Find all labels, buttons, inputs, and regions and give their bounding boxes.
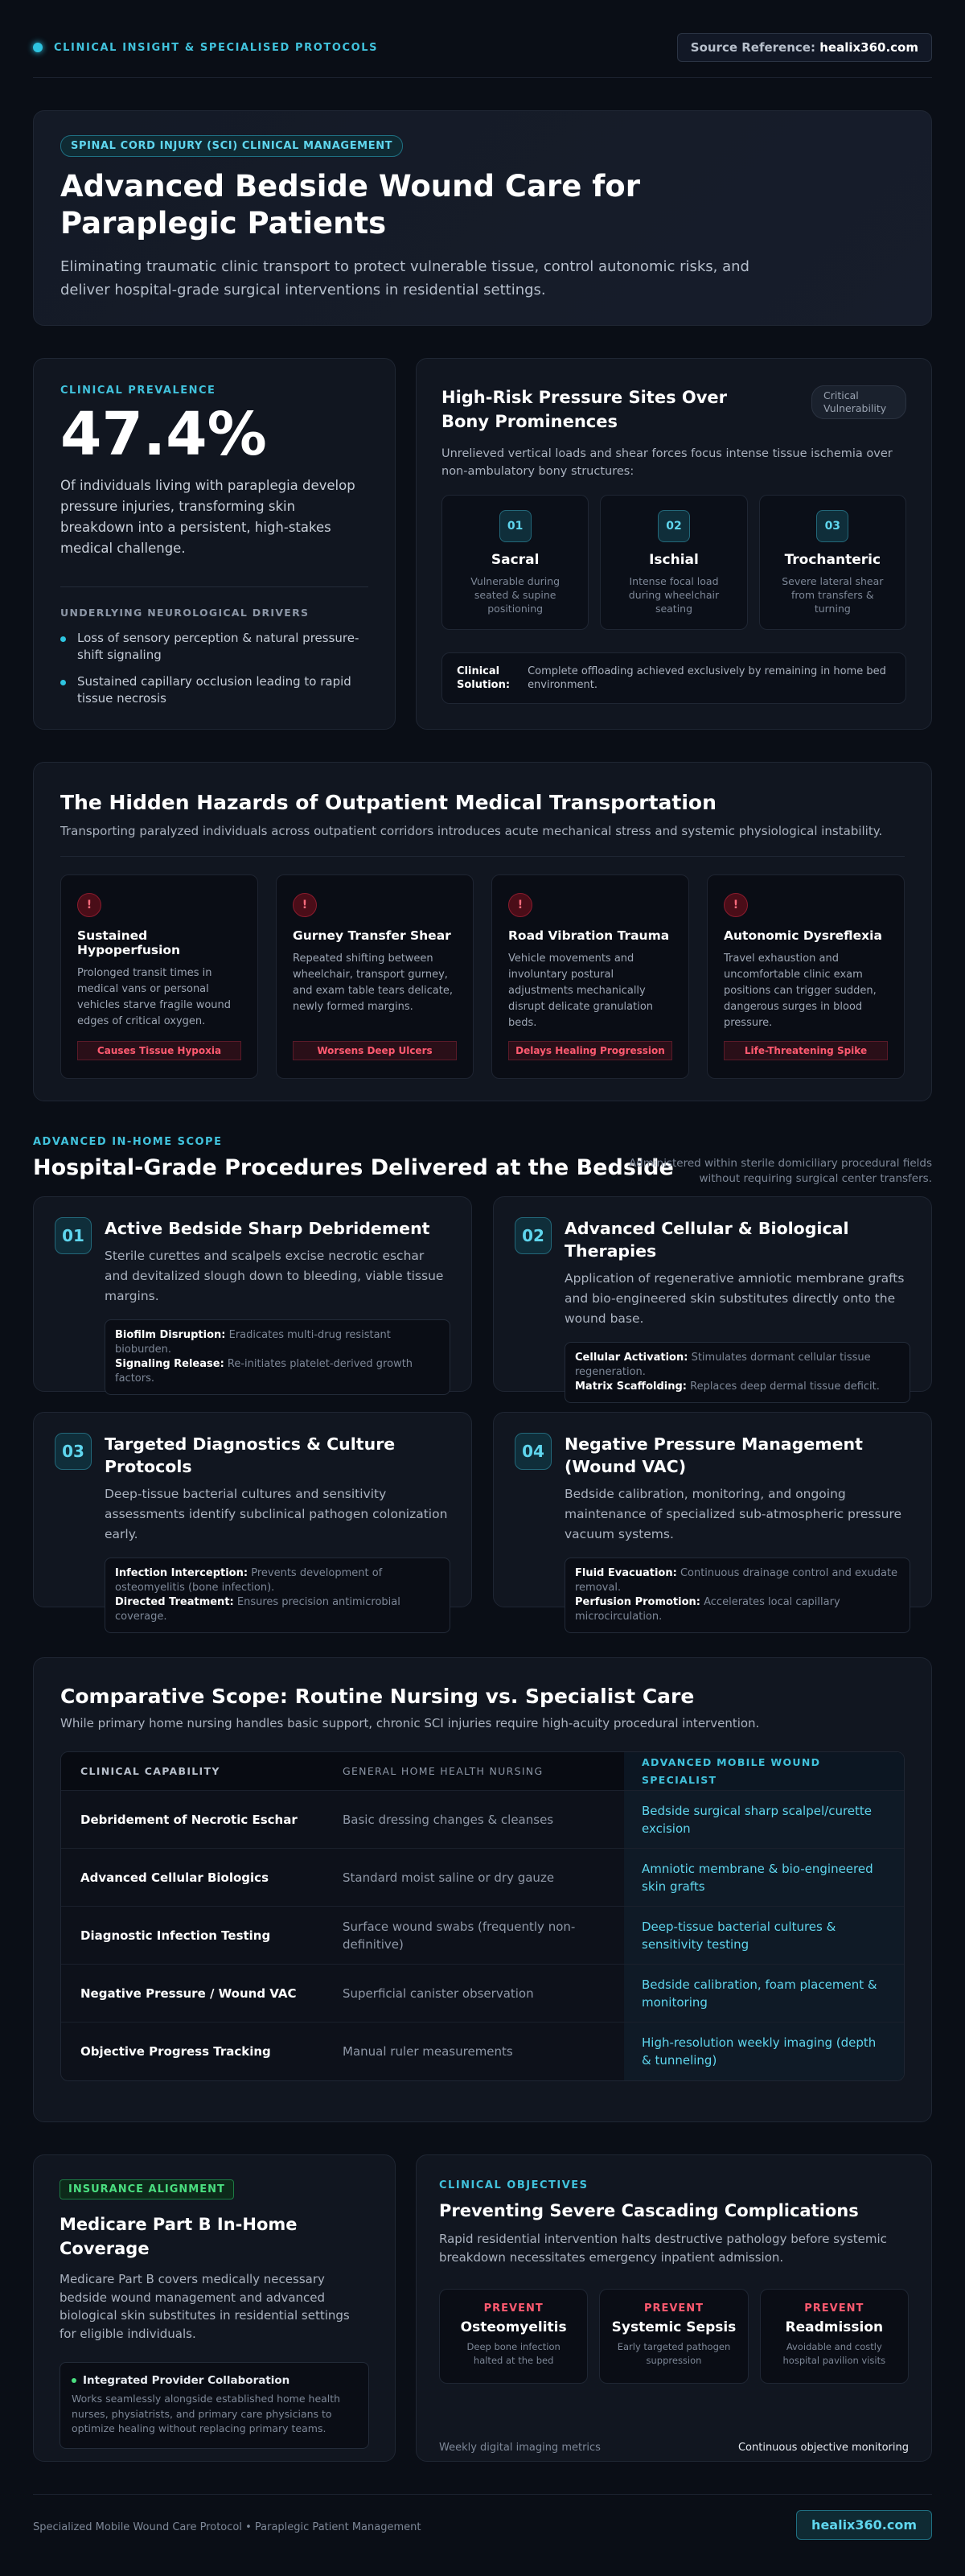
detail-text: Replaces deep dermal tissue deficit. bbox=[690, 1381, 880, 1393]
sites-title: High-Risk Pressure Sites Over Bony Prominences bbox=[441, 388, 728, 431]
warning-icon: ! bbox=[724, 893, 748, 917]
hazard-tag: Causes Tissue Hypoxia bbox=[77, 1041, 241, 1060]
objective-desc: Avoidable and costly hospital pavilion visits bbox=[782, 2341, 886, 2366]
table-cell: Diagnostic Infection Testing bbox=[80, 1928, 271, 1943]
bullet-icon bbox=[60, 636, 66, 642]
detail-text: Continuous drainage control and exudate removal. bbox=[575, 1567, 898, 1594]
hazard-item bbox=[491, 874, 689, 1079]
insurance-text: Medicare Part B covers medically necessary bedside wound management and advanced biological skin substitutes in residential settings for eligible individuals. bbox=[60, 2272, 350, 2341]
comparison-table bbox=[60, 1751, 905, 2081]
detail-text: Stimulates dormant cellular tissue regeneration. bbox=[575, 1352, 871, 1378]
hazards-title: The Hidden Hazards of Outpatient Medical Transportation bbox=[60, 791, 717, 814]
procedure-text: Application of regenerative amniotic membrane grafts and bio-engineered skin substitutes directly onto the wound base. bbox=[565, 1271, 905, 1326]
objectives-foot-left: Weekly digital imaging metrics bbox=[439, 2442, 601, 2454]
hazard-title: Sustained Hypoperfusion bbox=[77, 928, 181, 957]
table-cell: Objective Progress Tracking bbox=[80, 2044, 271, 2059]
hazards-desc: Transporting paralyzed individuals across outpatient corridors introduces acute mechanical stress and systemic physiological instability. bbox=[60, 824, 883, 838]
objectives-foot-right: Continuous objective monitoring bbox=[737, 2442, 909, 2454]
table-cell: Amniotic membrane & bio-engineered skin grafts bbox=[624, 1849, 904, 1906]
objective-desc: Early targeted pathogen suppression bbox=[617, 2341, 731, 2366]
hero-tag: SPINAL CORD INJURY (SCI) CLINICAL MANAGEMENT bbox=[60, 135, 403, 157]
header-divider bbox=[33, 77, 932, 78]
footer-link-button[interactable]: healix360.com bbox=[796, 2510, 932, 2540]
detail-label: Cellular Activation: bbox=[575, 1352, 688, 1364]
prevalence-value: 47.4% bbox=[60, 400, 267, 469]
table-row bbox=[61, 1849, 904, 1907]
prevent-label: PREVENT bbox=[483, 2302, 544, 2315]
objectives-card bbox=[416, 2154, 932, 2462]
table-cell: Bedside calibration, foam placement & monitoring bbox=[624, 1965, 904, 2022]
hazard-title: Road Vibration Trauma bbox=[508, 928, 670, 943]
site-desc: Vulnerable during seated & supine positioning bbox=[470, 575, 561, 615]
hero-subtitle: Eliminating traumatic clinic transport to protect vulnerable tissue, control autonomic risks, and deliver hospital-grade surgical interventions in residential settings. bbox=[60, 258, 749, 298]
site-number: 01 bbox=[499, 510, 532, 542]
procedure-text: Deep-tissue bacterial cultures and sensitivity assessments identify subclinical pathogen colonization early. bbox=[105, 1487, 448, 1541]
clinical-solution bbox=[441, 652, 906, 704]
prevent-label: PREVENT bbox=[643, 2302, 704, 2315]
prevalence-label: CLINICAL PREVALENCE bbox=[60, 385, 216, 397]
driver-text: Loss of sensory perception & natural pressure-shift signaling bbox=[77, 631, 359, 662]
objectives-label: CLINICAL OBJECTIVES bbox=[439, 2179, 589, 2191]
source-reference[interactable] bbox=[677, 33, 932, 62]
procedure-title: Active Bedside Sharp Debridement bbox=[105, 1219, 430, 1238]
comparison-card bbox=[33, 1657, 932, 2122]
detail-label: Fluid Evacuation: bbox=[575, 1567, 677, 1579]
table-row bbox=[61, 2023, 904, 2080]
solution-label: Clinical Solution: bbox=[457, 665, 511, 691]
detail-label: Perfusion Promotion: bbox=[575, 1596, 700, 1608]
warning-icon: ! bbox=[508, 893, 532, 917]
brand bbox=[33, 42, 378, 54]
site-number: 03 bbox=[816, 510, 848, 542]
detail-text: Ensures precision antimicrobial coverage. bbox=[115, 1596, 400, 1623]
collab-text: Works seamlessly alongside established home health nurses, physiatrists, and primary care physicians to optimize healing without replacing primary teams. bbox=[72, 2393, 341, 2434]
procedure-number: 02 bbox=[515, 1217, 552, 1254]
procedure-card bbox=[493, 1196, 932, 1392]
detail-label: Infection Interception: bbox=[115, 1567, 248, 1579]
procedure-number: 04 bbox=[515, 1433, 552, 1470]
procedure-title: Advanced Cellular & Biological Therapies bbox=[565, 1219, 849, 1261]
hazard-text: Prolonged transit times in medical vans or personal vehicles starve fragile wound edges of critical oxygen. bbox=[77, 967, 232, 1027]
site-number: 02 bbox=[658, 510, 690, 542]
procedure-number: 01 bbox=[55, 1217, 92, 1254]
procedure-card bbox=[33, 1196, 472, 1392]
critical-badge: Critical Vulnerability bbox=[811, 385, 906, 419]
hazard-tag: Delays Healing Progression bbox=[508, 1041, 672, 1060]
table-cell: Bedside surgical sharp scalpel/curette excision bbox=[624, 1791, 904, 1848]
procedures-label: ADVANCED IN-HOME SCOPE bbox=[33, 1136, 223, 1148]
comparison-title: Comparative Scope: Routine Nursing vs. Specialist Care bbox=[60, 1685, 695, 1708]
objective-item bbox=[760, 2289, 909, 2384]
prevalence-card bbox=[33, 358, 396, 730]
list-item bbox=[60, 673, 368, 707]
hazard-title: Autonomic Dysreflexia bbox=[724, 928, 882, 943]
detail-label: Directed Treatment: bbox=[115, 1596, 234, 1608]
detail-text: Eradicates multi-drug resistant bioburden. bbox=[115, 1329, 391, 1356]
site-name: Ischial bbox=[649, 552, 699, 568]
objective-desc: Deep bone infection halted at the bed bbox=[466, 2341, 561, 2366]
pressure-sites-card bbox=[416, 358, 932, 730]
procedures-note: Administered within sterile domiciliary procedural fields without requiring surgical center transfers. bbox=[629, 1157, 932, 1185]
hazards-card bbox=[33, 762, 932, 1101]
table-header bbox=[61, 1752, 904, 1791]
table-cell: Negative Pressure / Wound VAC bbox=[80, 1985, 297, 2001]
solution-text: Complete offloading achieved exclusively by remaining in home bed environment. bbox=[528, 665, 886, 691]
status-dot-icon bbox=[33, 43, 43, 52]
source-label: Source Reference: bbox=[690, 40, 815, 55]
prevalence-text: Of individuals living with paraplegia develop pressure injuries, transforming skin breakdown into a persistent, high-stakes medical challenge. bbox=[60, 478, 355, 556]
site-ischial bbox=[600, 495, 747, 630]
detail-label: Signaling Release: bbox=[115, 1358, 224, 1370]
objective-item bbox=[599, 2289, 748, 2384]
site-name: Trochanteric bbox=[784, 552, 881, 568]
hazard-text: Vehicle movements and involuntary postural adjustments mechanically disrupt delicate granulation beds. bbox=[508, 953, 654, 1029]
hazard-tag: Worsens Deep Ulcers bbox=[293, 1041, 457, 1060]
table-cell: High-resolution weekly imaging (depth & tunneling) bbox=[624, 2023, 904, 2080]
objective-name: Systemic Sepsis bbox=[611, 2319, 737, 2335]
table-cell: Manual ruler measurements bbox=[343, 2044, 513, 2059]
table-cell: Surface wound swabs (frequently non-definitive) bbox=[343, 1919, 576, 1952]
procedure-text: Bedside calibration, monitoring, and ongoing maintenance of specialized sub-atmospheric pressure vacuum systems. bbox=[565, 1487, 902, 1541]
detail-text: Prevents development of osteomyelitis (bone infection). bbox=[115, 1567, 383, 1594]
detail-text: Accelerates local capillary microcirculation. bbox=[575, 1596, 840, 1623]
page-title: Advanced Bedside Wound Care for Paraplegic Patients bbox=[60, 169, 640, 241]
hazard-item bbox=[707, 874, 905, 1079]
top-bar bbox=[33, 32, 932, 63]
column-header: ADVANCED MOBILE WOUND SPECIALIST bbox=[624, 1752, 904, 1790]
table-cell: Advanced Cellular Biologics bbox=[80, 1870, 269, 1885]
objective-name: Readmission bbox=[785, 2319, 884, 2335]
column-header: GENERAL HOME HEALTH NURSING bbox=[343, 1764, 544, 1777]
procedure-details bbox=[105, 1319, 450, 1395]
hazard-item bbox=[60, 874, 258, 1079]
bullet-icon bbox=[72, 2378, 76, 2383]
detail-label: Matrix Scaffolding: bbox=[575, 1381, 687, 1393]
footer-divider bbox=[33, 2494, 932, 2495]
procedure-text: Sterile curettes and scalpels excise necrotic eschar and devitalized slough down to bleeding, viable tissue margins. bbox=[105, 1249, 444, 1303]
detail-label: Biofilm Disruption: bbox=[115, 1329, 226, 1341]
collab-title: Integrated Provider Collaboration bbox=[83, 2374, 290, 2387]
procedure-card bbox=[33, 1412, 472, 1623]
table-row bbox=[61, 1907, 904, 1965]
site-sacral bbox=[441, 495, 589, 630]
drivers-list bbox=[60, 630, 368, 707]
site-desc: Severe lateral shear from transfers & turning bbox=[782, 575, 884, 615]
procedure-title: Negative Pressure Management (Wound VAC) bbox=[565, 1434, 863, 1476]
warning-icon: ! bbox=[293, 893, 317, 917]
table-row bbox=[61, 1965, 904, 2023]
bullet-icon bbox=[60, 680, 66, 685]
hazard-tag: Life-Threatening Spike bbox=[724, 1041, 888, 1060]
site-name: Sacral bbox=[491, 552, 540, 568]
insurance-title: Medicare Part B In-Home Coverage bbox=[60, 2215, 298, 2258]
table-row bbox=[61, 1791, 904, 1849]
source-link[interactable]: healix360.com bbox=[819, 40, 918, 55]
drivers-label: UNDERLYING NEUROLOGICAL DRIVERS bbox=[60, 607, 310, 619]
sites-desc: Unrelieved vertical loads and shear forces focus intense tissue ischemia over non-ambulatory bony structures: bbox=[441, 447, 893, 478]
prevent-label: PREVENT bbox=[804, 2302, 864, 2315]
objectives-title: Preventing Severe Cascading Complications bbox=[439, 2201, 859, 2220]
table-cell: Debridement of Necrotic Eschar bbox=[80, 1812, 298, 1827]
objective-name: Osteomyelitis bbox=[460, 2319, 567, 2335]
procedure-details bbox=[565, 1558, 910, 1633]
warning-icon: ! bbox=[77, 893, 101, 917]
insurance-card bbox=[33, 2154, 396, 2462]
procedure-number: 03 bbox=[55, 1433, 92, 1470]
divider bbox=[60, 856, 905, 857]
hazard-text: Travel exhaustion and uncomfortable clinic exam positions can trigger sudden, dangerous surges in blood pressure. bbox=[724, 953, 877, 1029]
footer-text: Specialized Mobile Wound Care Protocol • Paraplegic Patient Management bbox=[33, 2521, 421, 2533]
list-item bbox=[60, 630, 368, 664]
comparison-desc: While primary home nursing handles basic support, chronic SCI injuries require high-acuity procedural intervention. bbox=[60, 1716, 760, 1730]
table-cell: Standard moist saline or dry gauze bbox=[343, 1870, 555, 1885]
objectives-desc: Rapid residential intervention halts destructive pathology before systemic breakdown necessitates emergency inpatient admission. bbox=[439, 2232, 887, 2265]
table-cell: Superficial canister observation bbox=[343, 1985, 534, 2001]
procedure-details bbox=[105, 1558, 450, 1633]
hazard-text: Repeated shifting between wheelchair, transport gurney, and exam table tears delicate, newly formed margins. bbox=[293, 953, 453, 1013]
hero-card bbox=[33, 110, 932, 326]
driver-text: Sustained capillary occlusion leading to rapid tissue necrosis bbox=[77, 674, 351, 706]
detail-text: Re-initiates platelet-derived growth factors. bbox=[115, 1358, 413, 1385]
column-header: CLINICAL CAPABILITY bbox=[80, 1765, 220, 1777]
procedure-title: Targeted Diagnostics & Culture Protocols bbox=[105, 1434, 396, 1476]
brand-text: CLINICAL INSIGHT & SPECIALISED PROTOCOLS bbox=[54, 41, 379, 54]
site-desc: Intense focal load during wheelchair seating bbox=[628, 575, 720, 615]
site-trochanteric bbox=[759, 495, 906, 630]
hazard-title: Gurney Transfer Shear bbox=[293, 928, 451, 943]
collaboration-box bbox=[60, 2362, 369, 2449]
divider bbox=[60, 586, 368, 587]
insurance-tag: INSURANCE ALIGNMENT bbox=[60, 2179, 234, 2199]
procedure-details bbox=[565, 1342, 910, 1403]
table-cell: Deep-tissue bacterial cultures & sensitivity testing bbox=[624, 1907, 904, 1964]
table-cell: Basic dressing changes & cleanses bbox=[343, 1812, 554, 1827]
procedures-title: Hospital-Grade Procedures Delivered at the Bedside bbox=[33, 1155, 674, 1180]
objective-item bbox=[439, 2289, 588, 2384]
procedure-card bbox=[493, 1412, 932, 1623]
hazard-item bbox=[276, 874, 474, 1079]
